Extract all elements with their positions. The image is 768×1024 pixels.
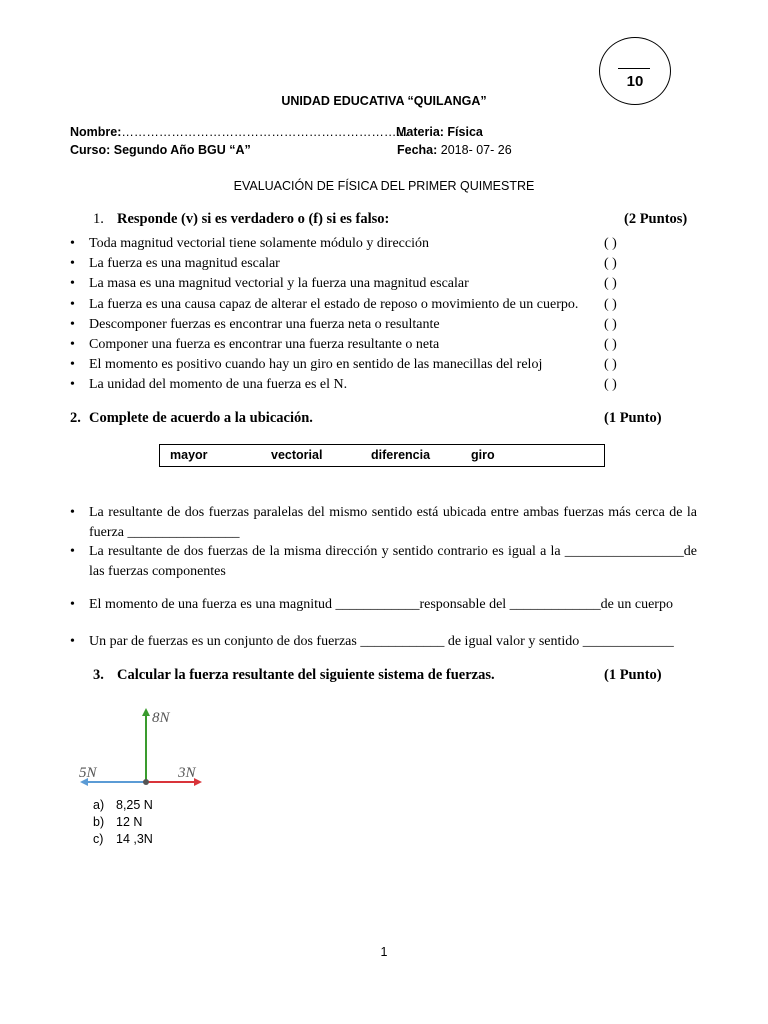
q1-statement: • Toda magnitud vectorial tiene solamente módulo y dirección ( ) <box>70 234 670 254</box>
q2-sentence: • La resultante de dos fuerzas de la misma dirección y sentido contrario es igual a la _________________de las fuerzas componentes <box>70 544 697 579</box>
bullet: • <box>70 296 75 312</box>
answer-blank[interactable]: ( ) <box>604 296 617 312</box>
bullet: • <box>70 316 75 332</box>
bullet: • <box>70 634 75 649</box>
q3-points: (1 Punto) <box>604 667 662 683</box>
option-text: 8,25 N <box>116 798 153 812</box>
bullet: • <box>70 357 75 373</box>
curso-label: Curso: <box>70 143 111 157</box>
word-bank-item: mayor <box>170 448 208 462</box>
q2-title: Complete de acuerdo a la ubicación. <box>89 410 313 426</box>
q3-option[interactable] <box>93 831 153 848</box>
materia-value: Física <box>447 125 483 139</box>
q1-points: (2 Puntos) <box>624 211 688 227</box>
option-text: 12 N <box>116 815 143 829</box>
q1-statement-list <box>70 234 670 396</box>
q3-title: Calcular la fuerza resultante del siguiente sistema de fuerzas. <box>117 667 495 683</box>
answer-blank[interactable]: ( ) <box>604 276 617 292</box>
q1-statement: • Componer una fuerza es encontrar una fuerza resultante o neta ( ) <box>70 335 670 355</box>
curso-row <box>70 143 251 157</box>
q1-statement: • La masa es una magnitud vectorial y la fuerza una magnitud escalar ( ) <box>70 274 670 294</box>
word-bank-item: vectorial <box>271 448 323 462</box>
force-diagram <box>70 700 220 795</box>
school-title: UNIDAD EDUCATIVA “QUILANGA” <box>281 94 487 108</box>
fecha-label: Fecha: <box>397 143 438 157</box>
nombre-label: Nombre: <box>70 125 122 139</box>
nombre-dots[interactable]: …………………………………………………………… <box>121 125 409 139</box>
bullet: • <box>70 276 75 292</box>
bullet: • <box>70 336 75 352</box>
force-label-left: 5N <box>79 765 97 781</box>
fecha-row <box>397 143 512 157</box>
option-letter: c) <box>93 832 104 846</box>
q2-number: 2. <box>70 410 81 426</box>
q3-number: 3. <box>93 667 104 683</box>
bullet: • <box>70 256 75 272</box>
q2-points: (1 Punto) <box>604 410 662 426</box>
answer-blank[interactable]: ( ) <box>604 316 617 332</box>
exam-title: EVALUACIÓN DE FÍSICA DEL PRIMER QUIMESTRE <box>233 179 535 193</box>
score-value: 10 <box>626 73 644 90</box>
option-text: 14 ,3N <box>116 832 153 846</box>
option-letter: b) <box>93 815 105 829</box>
q3-options <box>93 797 153 848</box>
q1-title: Responde (v) si es verdadero o (f) si es falso: <box>117 211 390 227</box>
force-origin <box>143 779 149 785</box>
q3-option[interactable] <box>93 814 153 831</box>
answer-blank[interactable]: ( ) <box>604 236 617 251</box>
score-fraction-line <box>618 68 650 69</box>
answer-blank[interactable]: ( ) <box>604 357 617 373</box>
materia-row <box>396 125 483 139</box>
q1-statement: • La unidad del momento de una fuerza es el N. ( ) <box>70 375 670 395</box>
curso-value: Segundo Año BGU “A” <box>113 143 251 157</box>
bullet: • <box>70 236 75 251</box>
q3-option[interactable] <box>93 797 153 814</box>
q1-statement: • Descomponer fuerzas es encontrar una fuerza neta o resultante ( ) <box>70 315 670 335</box>
bullet: • <box>70 597 75 612</box>
word-bank-item: giro <box>471 448 495 462</box>
bullet: • <box>70 505 75 520</box>
fecha-value: 2018- 07- 26 <box>440 143 512 157</box>
force-label-right: 3N <box>178 765 196 781</box>
materia-label: Materia: <box>396 125 444 139</box>
bullet: • <box>70 544 75 559</box>
force-label-up: 8N <box>152 710 170 726</box>
word-bank-box <box>159 444 605 467</box>
q2-sentence: • La resultante de dos fuerzas paralelas del mismo sentido está ubicada entre ambas fuerzas más cerca de la fuerza ________________ <box>70 505 697 540</box>
bullet: • <box>70 377 75 393</box>
q1-statement: • La fuerza es una magnitud escalar ( ) <box>70 254 670 274</box>
q1-statement: • El momento es positivo cuando hay un giro en sentido de las manecillas del reloj ( ) <box>70 355 670 375</box>
q2-sentence: • Un par de fuerzas es un conjunto de dos fuerzas ____________ de igual valor y sentido _____________ <box>70 632 697 652</box>
answer-blank[interactable]: ( ) <box>604 256 617 272</box>
answer-blank[interactable]: ( ) <box>604 336 617 352</box>
q1-number: 1. <box>93 211 104 227</box>
option-letter: a) <box>93 798 105 812</box>
answer-blank[interactable]: ( ) <box>604 377 617 393</box>
nombre-row <box>70 125 409 139</box>
word-bank-item: diferencia <box>371 448 431 462</box>
page-number: 1 <box>380 945 388 959</box>
q2-sentence: • El momento de una fuerza es una magnitud ____________responsable del _____________de un cuerpo <box>70 595 697 615</box>
q1-statement: • La fuerza es una causa capaz de alterar el estado de reposo o movimiento de un cuerpo. ( ) <box>70 295 670 315</box>
